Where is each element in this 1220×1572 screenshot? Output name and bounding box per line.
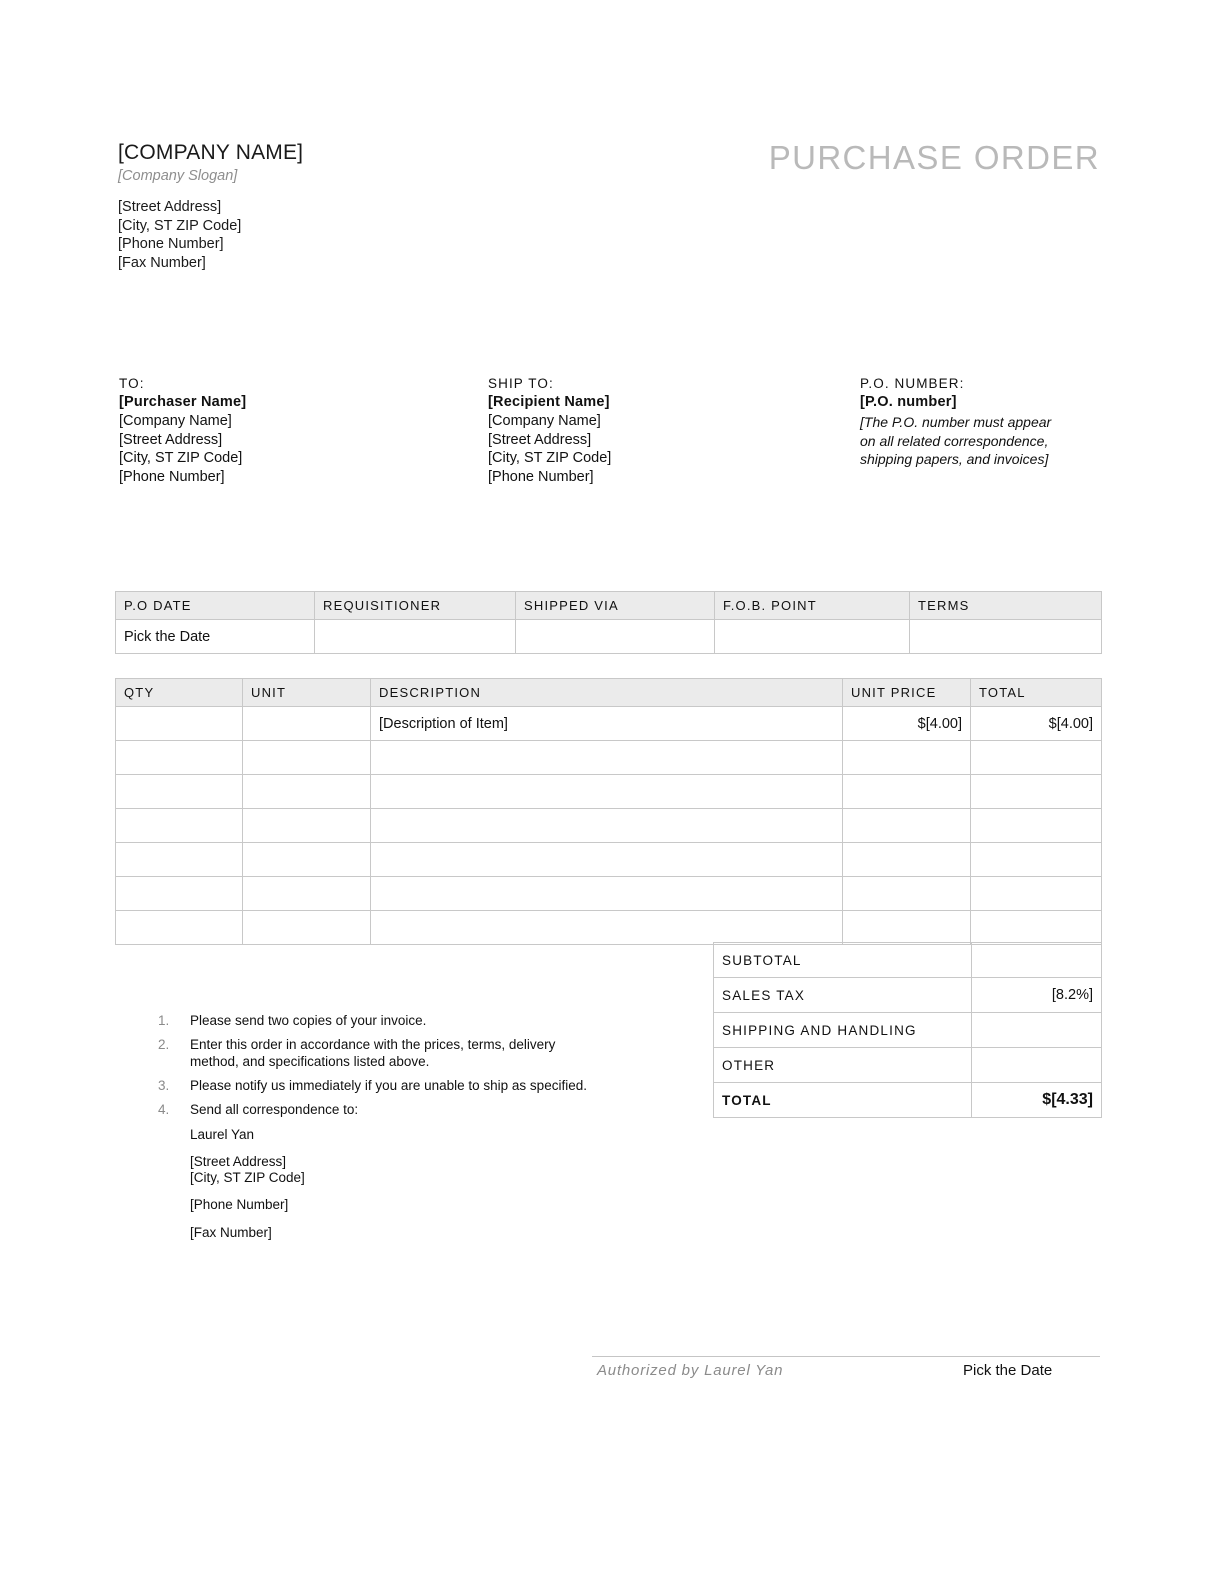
order-info-row: [116, 620, 1102, 654]
cell-description[interactable]: [371, 775, 843, 809]
po-number-note-line: on all related correspondence,: [860, 432, 1049, 449]
company-slogan: [Company Slogan]: [118, 168, 238, 184]
company-address-line: [Phone Number]: [118, 236, 224, 252]
cell-qty[interactable]: [116, 809, 243, 843]
cell-total[interactable]: [971, 843, 1102, 877]
totals-value-total: $[4.33]: [972, 1083, 1102, 1118]
cell-unit[interactable]: [243, 843, 371, 877]
cell-qty[interactable]: [116, 707, 243, 741]
column-header-total: TOTAL: [971, 679, 1102, 707]
ship-to-block: [488, 375, 828, 486]
cell-shipped-via[interactable]: [516, 620, 715, 654]
column-header-unit: UNIT: [243, 679, 371, 707]
totals-label-other: OTHER: [714, 1048, 972, 1083]
totals-label-subtotal: SUBTOTAL: [714, 943, 972, 978]
bill-to-label: TO:: [119, 376, 145, 391]
totals-label-total: TOTAL: [714, 1083, 972, 1118]
cell-description[interactable]: [371, 843, 843, 877]
totals-row-other: [714, 1048, 1102, 1083]
cell-total[interactable]: [971, 809, 1102, 843]
company-name: [COMPANY NAME]: [118, 141, 304, 164]
ship-to-line: [Company Name]: [488, 413, 601, 429]
po-number-label: P.O. NUMBER:: [860, 376, 965, 391]
table-row: [116, 843, 1102, 877]
cell-unit[interactable]: [243, 911, 371, 945]
cell-terms[interactable]: [910, 620, 1102, 654]
table-row: [116, 775, 1102, 809]
cell-total[interactable]: [971, 877, 1102, 911]
column-header-shipped-via: SHIPPED VIA: [516, 592, 715, 620]
cell-description[interactable]: [371, 877, 843, 911]
ship-to-line: [Phone Number]: [488, 468, 594, 485]
list-item: [150, 1012, 600, 1029]
bill-to-line: [Street Address]: [119, 431, 223, 448]
cell-fob-point[interactable]: [715, 620, 910, 654]
cell-description[interactable]: [371, 911, 843, 945]
order-info-header-row: [116, 592, 1102, 620]
ship-to-line: [Street Address]: [488, 431, 592, 448]
totals-label-shipping: SHIPPING AND HANDLING: [714, 1013, 972, 1048]
instructions-list: [150, 1012, 600, 1241]
table-row: [116, 809, 1102, 843]
po-number-value: [P.O. number]: [860, 394, 957, 410]
list-item-number: 4.: [158, 1102, 170, 1117]
authorized-by-label: Authorized by Laurel Yan: [597, 1362, 784, 1379]
totals-value-shipping[interactable]: [972, 1013, 1102, 1048]
totals-value-sales-tax[interactable]: [8.2%]: [972, 978, 1102, 1013]
contact-city: [City, ST ZIP Code]: [190, 1169, 305, 1185]
company-address-line: [City, ST ZIP Code]: [118, 217, 242, 234]
cell-requisitioner[interactable]: [315, 620, 516, 654]
cell-unit-price[interactable]: [843, 877, 971, 911]
contact-fax: [Fax Number]: [190, 1225, 272, 1240]
totals-row-subtotal: [714, 943, 1102, 978]
recipient-name: [Recipient Name]: [488, 394, 610, 410]
totals-value-subtotal[interactable]: [972, 943, 1102, 978]
company-address-line: [Fax Number]: [118, 254, 206, 271]
cell-unit-price[interactable]: [843, 741, 971, 775]
cell-total[interactable]: $[4.00]: [971, 707, 1102, 741]
line-items-table: [115, 678, 1102, 945]
column-header-qty: QTY: [116, 679, 243, 707]
bill-to-line: [Company Name]: [119, 413, 232, 429]
table-row: [116, 877, 1102, 911]
cell-qty[interactable]: [116, 843, 243, 877]
ship-to-label: SHIP TO:: [488, 376, 554, 391]
cell-total[interactable]: [971, 741, 1102, 775]
cell-unit[interactable]: [243, 775, 371, 809]
cell-unit-price[interactable]: [843, 911, 971, 945]
company-identity-block: [118, 140, 548, 272]
po-number-note-line: [The P.O. number must appear: [860, 414, 1052, 430]
cell-total[interactable]: [971, 775, 1102, 809]
totals-row-total: [714, 1083, 1102, 1118]
cell-description[interactable]: [Description of Item]: [371, 707, 843, 741]
contact-name: Laurel Yan: [190, 1127, 255, 1142]
table-row: [116, 741, 1102, 775]
list-item-number: 2.: [158, 1037, 170, 1052]
company-address-line: [Street Address]: [118, 199, 222, 215]
list-item: [150, 1101, 600, 1118]
cell-unit-price[interactable]: [843, 809, 971, 843]
column-header-description: DESCRIPTION: [371, 679, 843, 707]
totals-row-sales-tax: [714, 978, 1102, 1013]
cell-qty[interactable]: [116, 877, 243, 911]
cell-unit-price[interactable]: [843, 843, 971, 877]
column-header-terms: TERMS: [910, 592, 1102, 620]
cell-qty[interactable]: [116, 911, 243, 945]
cell-unit-price[interactable]: [843, 775, 971, 809]
column-header-fob-point: F.O.B. POINT: [715, 592, 910, 620]
ship-to-line: [City, ST ZIP Code]: [488, 450, 612, 466]
cell-unit[interactable]: [243, 707, 371, 741]
order-info-table: [115, 591, 1102, 654]
list-item-number: 1.: [158, 1013, 170, 1028]
column-header-unit-price: UNIT PRICE: [843, 679, 971, 707]
cell-description[interactable]: [371, 741, 843, 775]
company-address-block: [118, 198, 548, 272]
contact-street: [Street Address]: [190, 1154, 287, 1169]
cell-unit[interactable]: [243, 741, 371, 775]
list-item-text: Please notify us immediately if you are unable to ship as specified.: [190, 1078, 587, 1093]
list-item: [150, 1036, 600, 1070]
bill-to-line: [Phone Number]: [119, 468, 225, 485]
bill-to-line: [City, ST ZIP Code]: [119, 450, 243, 466]
cell-po-date[interactable]: Pick the Date: [116, 620, 315, 654]
list-item-text: Enter this order in accordance with the prices, terms, delivery method, and specifications listed above.: [190, 1037, 556, 1069]
contact-phone: [Phone Number]: [190, 1197, 289, 1212]
table-row: [116, 911, 1102, 945]
column-header-requisitioner: REQUISITIONER: [315, 592, 516, 620]
cell-qty[interactable]: [116, 741, 243, 775]
po-number-note: [860, 413, 1110, 469]
line-items-header-row: [116, 679, 1102, 707]
correspondence-contact-block: [190, 1126, 600, 1241]
signature-divider: [592, 1356, 1100, 1357]
bill-to-block: [119, 375, 459, 486]
cell-description[interactable]: [371, 809, 843, 843]
po-number-note-line: shipping papers, and invoices]: [860, 451, 1049, 467]
document-title: PURCHASE ORDER: [768, 139, 1100, 176]
purchaser-name: [Purchaser Name]: [119, 394, 247, 410]
cell-unit-price[interactable]: $[4.00]: [843, 707, 971, 741]
po-number-block: [860, 375, 1110, 469]
cell-unit[interactable]: [243, 877, 371, 911]
cell-qty[interactable]: [116, 775, 243, 809]
cell-unit[interactable]: [243, 809, 371, 843]
totals-row-shipping: [714, 1013, 1102, 1048]
totals-label-sales-tax: SALES TAX: [714, 978, 972, 1013]
totals-table: [713, 942, 1102, 1118]
totals-value-other[interactable]: [972, 1048, 1102, 1083]
signature-date[interactable]: Pick the Date: [963, 1362, 1053, 1379]
cell-total[interactable]: [971, 911, 1102, 945]
list-item-number: 3.: [158, 1078, 170, 1093]
table-row: [116, 707, 1102, 741]
column-header-po-date: P.O DATE: [116, 592, 315, 620]
list-item-text: Please send two copies of your invoice.: [190, 1013, 427, 1028]
list-item: [150, 1077, 600, 1094]
list-item-text: Send all correspondence to:: [190, 1102, 359, 1117]
